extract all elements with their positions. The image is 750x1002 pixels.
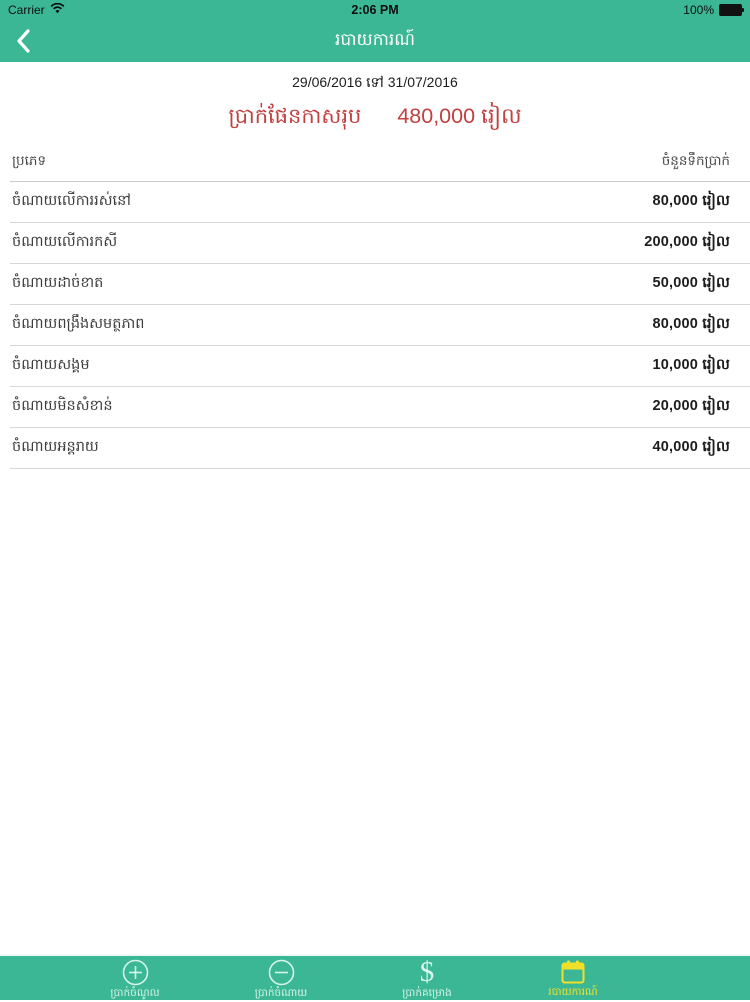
column-header-amount: ចំនួនទឹកប្រាក់ [661,153,730,168]
tab-group [62,956,646,1000]
report-table [10,150,750,469]
carrier-label: Carrier [8,3,45,17]
expense-amount: 20,000 រៀល [652,397,730,414]
report-content [0,62,750,469]
wifi-icon [50,3,65,17]
status-time: 2:06 PM [351,3,399,17]
table-row [10,387,750,428]
expense-label: ចំណាយមិនសំខាន់ [12,397,113,414]
circle-minus-icon [268,959,295,986]
table-header-row [10,150,750,182]
table-row [10,223,750,264]
back-button[interactable] [8,25,38,57]
tab-budget[interactable] [354,956,500,1000]
nav-bar [0,20,750,62]
expense-amount: 80,000 រៀល [652,315,730,332]
total-line [0,103,750,134]
calendar-icon [560,959,586,985]
expense-amount: 40,000 រៀល [652,438,730,455]
expense-label: ចំណាយអន្តរាយ [12,438,99,455]
status-bar [0,0,750,20]
expense-label: ចំណាយសង្គម [12,356,90,373]
page-title: របាយការណ៍ [334,29,416,49]
tab-label: ប្រាក់គម្រោង [402,987,452,999]
expense-amount: 80,000 រៀល [652,192,730,209]
tab-label: ប្រាក់ចំណូល [110,987,160,999]
table-row [10,346,750,387]
expense-amount: 200,000 រៀល [644,233,730,250]
total-label: ប្រាក់ផែនកាសរុប [228,105,362,128]
date-range-label: 29/06/2016 ទៅ 31/07/2016 [292,74,458,90]
tab-label: ប្រាក់ចំណាយ [254,987,308,999]
dollar-icon: $ [419,956,435,988]
tab-report[interactable] [500,956,646,1000]
expense-label: ចំណាយដាច់ខាត [12,274,104,291]
battery-icon [719,4,742,16]
circle-plus-icon [122,959,149,986]
expense-amount: 50,000 រៀល [652,274,730,291]
total-amount: 480,000 រៀល [397,104,522,128]
tab-income[interactable] [62,956,208,1000]
table-row [10,264,750,305]
chevron-left-icon [16,29,30,53]
tab-expense[interactable] [208,956,354,1000]
column-header-type: ប្រភេទ [12,153,47,168]
expense-amount: 10,000 រៀល [652,356,730,373]
expense-label: ចំណាយពង្រឹងសមត្ថភាព [12,315,145,332]
tab-bar [0,954,750,1000]
expense-label: ចំណាយលើការកសី [12,233,118,250]
tab-label: របាយការណ៍ [548,986,598,998]
table-row [10,305,750,346]
table-row [10,182,750,223]
table-row [10,428,750,469]
expense-label: ចំណាយលើការរស់នៅ [12,192,131,209]
battery-percent-label: 100% [683,3,714,17]
